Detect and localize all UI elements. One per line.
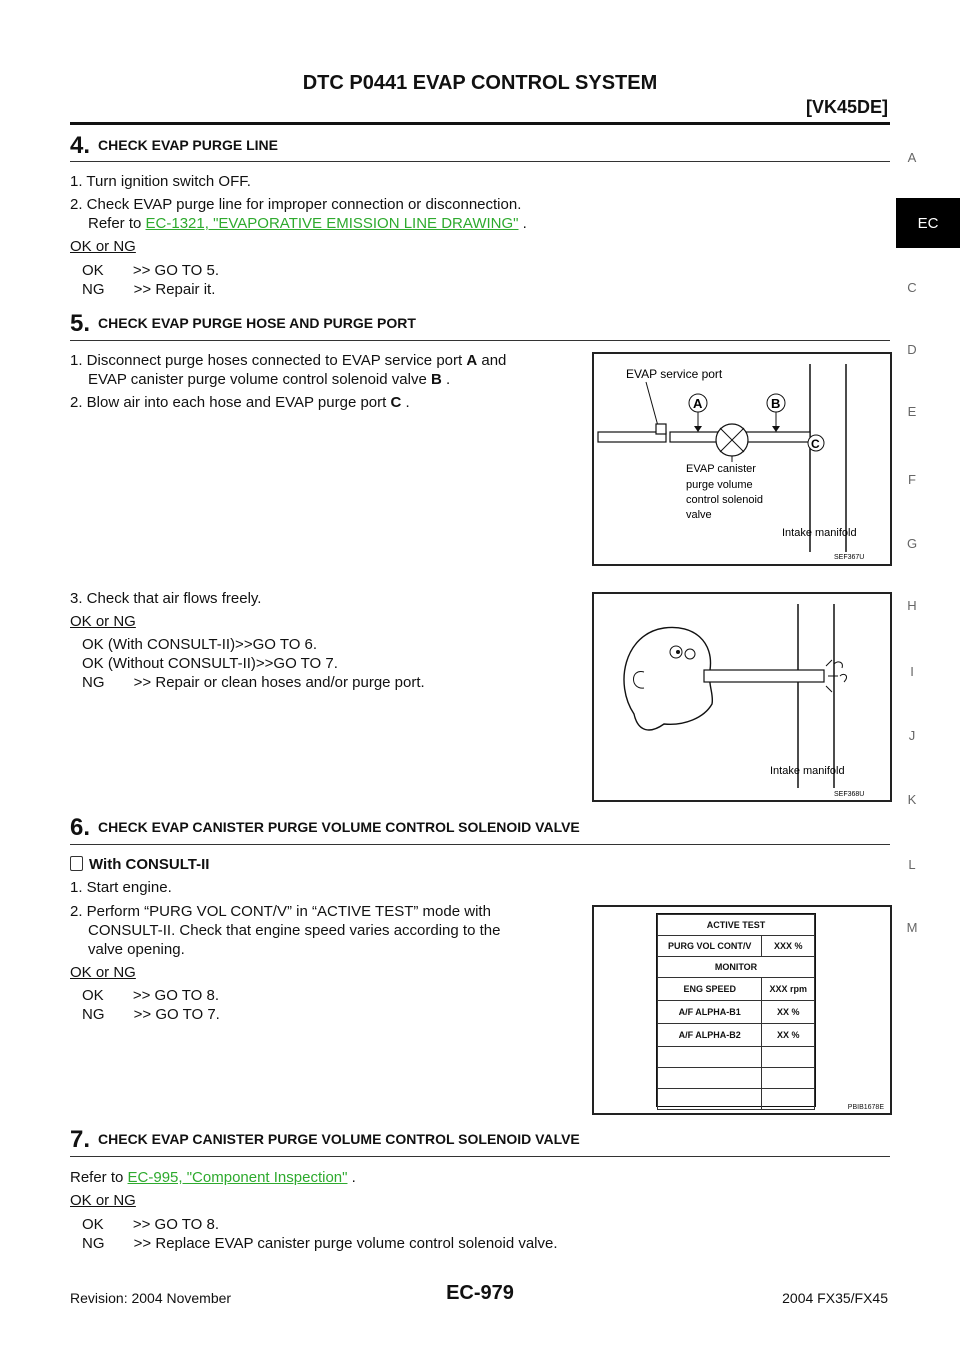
step-6-heading: 6. CHECK EVAP CANISTER PURGE VOLUME CONTROL SOLENOID VALVE (70, 814, 580, 841)
page-number: EC-979 (446, 1282, 514, 1304)
figure-evap-purge-port (592, 352, 892, 566)
sidebar-item-l[interactable]: L (908, 857, 916, 872)
step-4-ng: NG >> Repair it. (82, 281, 216, 298)
fig1-label-c: C (811, 437, 820, 451)
step-6-line-2b: CONSULT-II. Check that engine speed varies according to the (88, 922, 501, 939)
sidebar-item-g[interactable]: G (906, 536, 918, 551)
sidebar-item-a[interactable]: A (907, 150, 917, 165)
step-6-ok: OK >> GO TO 8. (82, 987, 219, 1004)
link-evap-line-drawing[interactable]: EC-1321, "EVAPORATIVE EMISSION LINE DRAWING" (145, 215, 519, 232)
step-5-ng: NG >> Repair or clean hoses and/or purge port. (82, 674, 425, 691)
sidebar-item-e[interactable]: E (907, 404, 917, 419)
step-4-line-2: 2. Check EVAP purge line for improper connection or disconnection. (70, 196, 522, 213)
sidebar-item-j[interactable]: J (908, 728, 916, 743)
step-4-line-3: Refer to EC-1321, "EVAPORATIVE EMISSION LINE DRAWING" . (88, 215, 527, 232)
sidebar-item-k[interactable]: K (907, 792, 917, 807)
sidebar-item-c[interactable]: C (907, 280, 917, 295)
figure-active-test-screen (592, 905, 892, 1115)
sidebar-item-i[interactable]: I (910, 664, 914, 679)
step-5-ok-consult: OK (With CONSULT-II)>>GO TO 6. (82, 636, 318, 653)
step-4-line-1: 1. Turn ignition switch OFF. (70, 173, 251, 190)
step-7-ok-or-ng: OK or NG (70, 1192, 136, 1209)
step-6-consult-line: With CONSULT-II (70, 855, 209, 874)
consult-icon (70, 856, 83, 871)
consult-screen: ACTIVE TEST PURG VOL CONT/V XXX % MONITOR ENG SPEED XXX rpm A/F ALPHA-B1 XX % A/F ALPHA-B2 XX % (656, 913, 816, 1107)
step-4-rule (70, 161, 890, 162)
step-5-rule (70, 340, 890, 341)
active-test-header: ACTIVE TEST (658, 915, 815, 936)
step-4-ok: OK >> GO TO 5. (82, 262, 219, 279)
fig2-manifold-label: Intake manifold (770, 765, 845, 777)
step-5-line-3: 3. Check that air flows freely. (70, 590, 262, 607)
link-component-inspection[interactable]: EC-995, "Component Inspection" (127, 1169, 348, 1186)
footer-revision: Revision: 2004 November (70, 1290, 232, 1306)
fig1-service-port-label: EVAP service port (626, 367, 723, 381)
step-6-line-2a: 2. Perform “PURG VOL CONT/V” in “ACTIVE TEST” mode with (70, 903, 491, 920)
fig2-head-shape (624, 627, 712, 730)
step-7-rule (70, 1156, 890, 1157)
step-5-line-1b: EVAP canister purge volume control solenoid valve B . (88, 371, 451, 388)
sidebar-item-d[interactable]: D (907, 342, 917, 357)
fig1-code: SEF367U (834, 554, 865, 561)
fig2-code: SEF368U (834, 791, 865, 798)
step-7-ng: NG >> Replace EVAP canister purge volume control solenoid valve. (82, 1235, 558, 1252)
step-6-ng: NG >> GO TO 7. (82, 1006, 220, 1023)
step-7-refer: Refer to EC-995, "Component Inspection" . (70, 1169, 356, 1186)
step-4-ok-or-ng: OK or NG (70, 238, 136, 255)
step-6-line-1: 1. Start engine. (70, 879, 172, 896)
step-5-heading: 5. CHECK EVAP PURGE HOSE AND PURGE PORT (70, 310, 416, 337)
fig1-label-b: B (771, 396, 781, 411)
step-5-ok-no-consult: OK (Without CONSULT-II)>>GO TO 7. (82, 655, 338, 672)
svg-text:purge volume: purge volume (686, 479, 753, 491)
step-6-rule (70, 844, 890, 845)
step-6-ok-or-ng: OK or NG (70, 964, 136, 981)
fig3-code: PBIB1678E (847, 1104, 884, 1111)
figure-blow-air (592, 592, 892, 802)
step-7-heading: 7. CHECK EVAP CANISTER PURGE VOLUME CONTROL SOLENOID VALVE (70, 1126, 580, 1153)
fig1-manifold-label: Intake manifold (782, 527, 857, 539)
svg-text:EVAP canister: EVAP canister (686, 463, 756, 475)
fig1-label-a: A (693, 396, 703, 411)
step-4-heading: 4. CHECK EVAP PURGE LINE (70, 132, 278, 159)
step-5-line-1: 1. Disconnect purge hoses connected to EVAP service port A and (70, 352, 507, 369)
sidebar-item-f[interactable]: F (908, 472, 916, 487)
svg-text:control solenoid: control solenoid (686, 494, 764, 506)
sidebar-item-m[interactable]: M (906, 920, 918, 935)
step-5-line-2: 2. Blow air into each hose and EVAP purge port C . (70, 394, 410, 411)
monitor-header: MONITOR (658, 957, 815, 978)
page-subtitle: [VK45DE] (805, 97, 888, 117)
header-rule (70, 122, 890, 125)
footer-model: 2004 FX35/FX45 (782, 1290, 888, 1306)
page-title: DTC P0441 EVAP CONTROL SYSTEM (302, 72, 658, 94)
svg-text:valve: valve (686, 509, 712, 521)
sidebar-item-ec-active[interactable]: EC (896, 198, 960, 248)
sidebar-item-h[interactable]: H (907, 598, 917, 613)
step-6-line-2c: valve opening. (88, 941, 185, 958)
step-5-ok-or-ng: OK or NG (70, 613, 136, 630)
step-7-ok: OK >> GO TO 8. (82, 1216, 219, 1233)
